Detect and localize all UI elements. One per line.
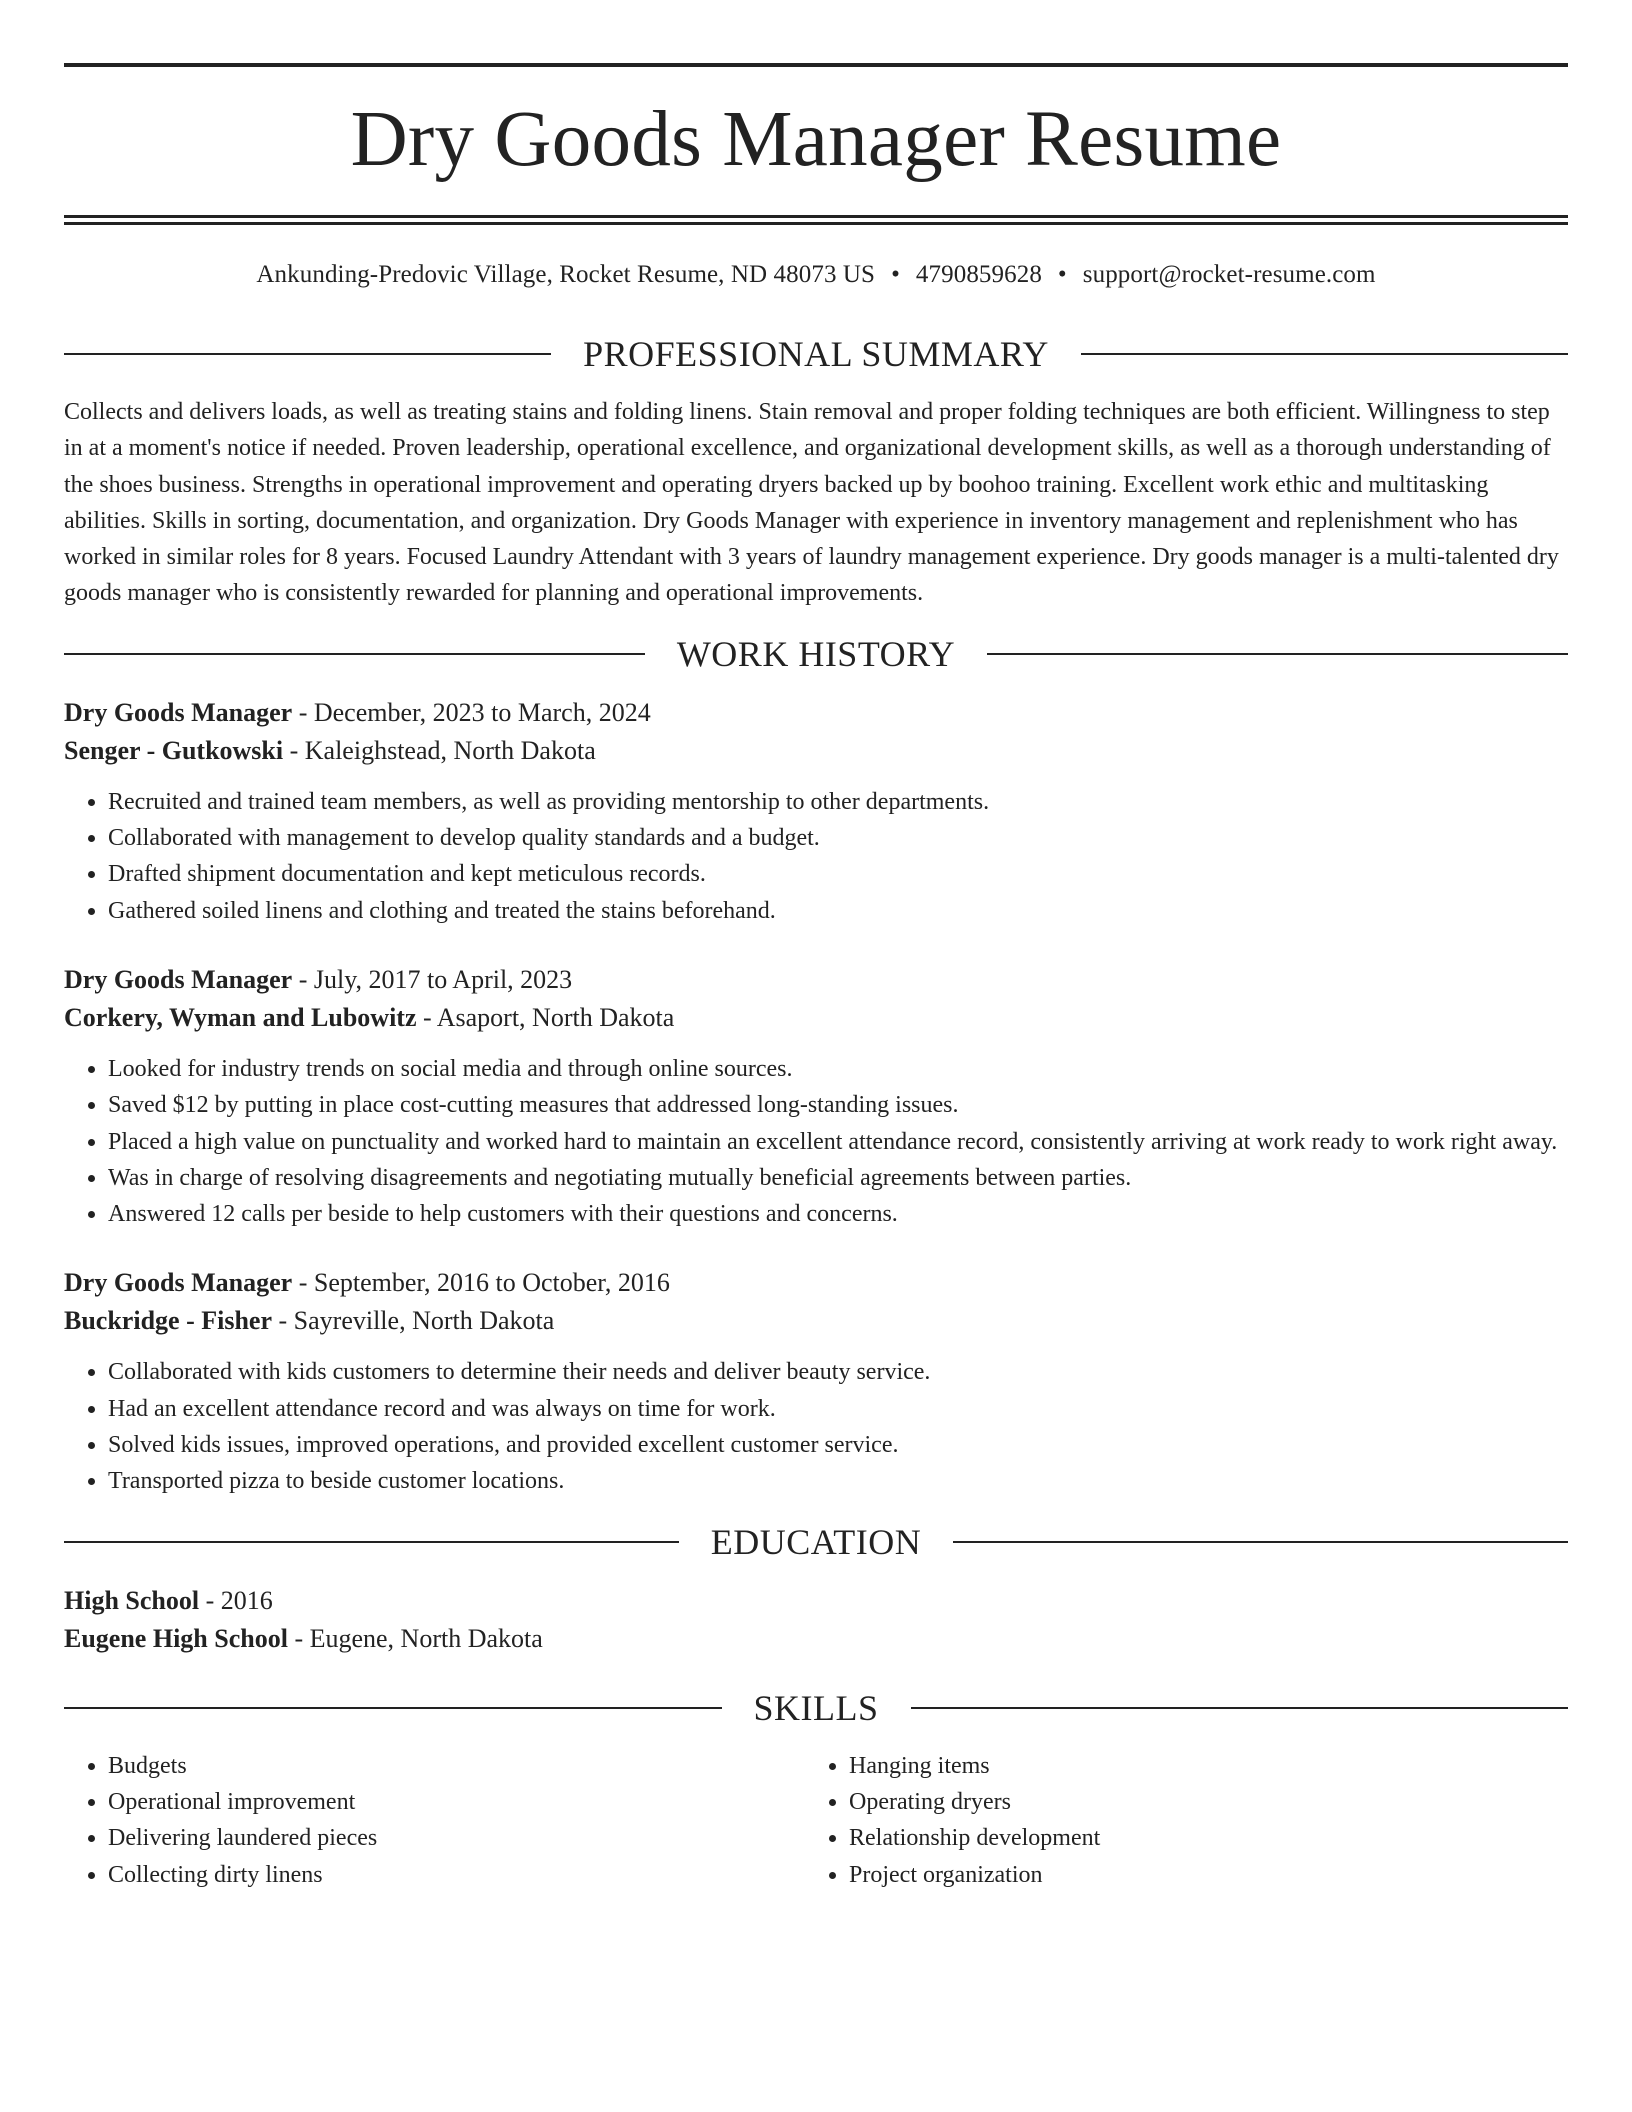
section-rule-left <box>64 1707 722 1709</box>
job-company-line <box>64 1302 1568 1340</box>
section-rule-left <box>64 653 645 655</box>
job-company: Senger - Gutkowski <box>64 735 284 765</box>
section-header-education <box>64 1520 1568 1564</box>
job-dates: - December, 2023 to March, 2024 <box>292 697 651 727</box>
job-bullets <box>64 1354 1568 1499</box>
contact-line <box>64 258 1568 292</box>
job-bullets <box>64 784 1568 929</box>
job-location: - Sayreville, North Dakota <box>272 1306 555 1336</box>
education-degree: High School <box>64 1585 200 1615</box>
skill-item: • Budgets <box>108 1748 805 1784</box>
list-item: • Transported pizza to beside customer locations. <box>108 1463 1568 1499</box>
skill-item: • Relationship development <box>849 1820 1568 1856</box>
job-company-line <box>64 999 1568 1037</box>
job-entry <box>64 694 1568 929</box>
contact-separator: • <box>891 261 900 288</box>
job-location: - Kaleighstead, North Dakota <box>283 735 596 765</box>
job-dates: - July, 2017 to April, 2023 <box>292 964 573 994</box>
section-rule-right <box>987 653 1568 655</box>
list-item: • Solved kids issues, improved operations, and provided excellent customer service. <box>108 1427 1568 1463</box>
list-item: • Placed a high value on punctuality and worked hard to maintain an excellent attendance record, consistently arriving at work ready to work right away. <box>108 1124 1568 1160</box>
job-company: Corkery, Wyman and Lubowitz <box>64 1002 417 1032</box>
list-item: • Gathered soiled linens and clothing and treated the stains beforehand. <box>108 893 1568 929</box>
skills-list-left <box>64 1748 805 1893</box>
section-rule-right <box>1081 353 1568 355</box>
section-rule-right <box>911 1707 1569 1709</box>
job-title: Dry Goods Manager <box>64 1268 293 1298</box>
contact-address: Ankunding-Predovic Village, Rocket Resume, ND 48073 US <box>256 261 876 288</box>
job-entry <box>64 1264 1568 1499</box>
education-degree-line <box>64 1582 1568 1620</box>
job-bullets <box>64 1051 1568 1232</box>
list-item: • Saved $12 by putting in place cost-cutting measures that addressed long-standing issues. <box>108 1087 1568 1123</box>
list-item: • Drafted shipment documentation and kept meticulous records. <box>108 856 1568 892</box>
section-header-work <box>64 632 1568 676</box>
section-rule-right <box>953 1541 1568 1543</box>
skill-item: • Operating dryers <box>849 1784 1568 1820</box>
education-entry <box>64 1582 1568 1658</box>
list-item: • Recruited and trained team members, as well as providing mentorship to other departments. <box>108 784 1568 820</box>
job-title: Dry Goods Manager <box>64 697 293 727</box>
job-entry <box>64 961 1568 1232</box>
skills-list-right <box>805 1748 1568 1893</box>
skills-columns <box>64 1748 1568 1893</box>
job-company-line <box>64 732 1568 770</box>
job-dates: - September, 2016 to October, 2016 <box>292 1268 670 1298</box>
list-item: • Was in charge of resolving disagreements and negotiating mutually beneficial agreements between parties. <box>108 1160 1568 1196</box>
list-item: • Had an excellent attendance record and was always on time for work. <box>108 1391 1568 1427</box>
job-title-line <box>64 1264 1568 1302</box>
section-title-education: EDUCATION <box>710 1521 922 1562</box>
job-location: - Asaport, North Dakota <box>416 1002 675 1032</box>
education-location: - Eugene, North Dakota <box>287 1623 543 1653</box>
list-item: • Collaborated with kids customers to determine their needs and deliver beauty service. <box>108 1354 1568 1390</box>
education-school: Eugene High School <box>64 1623 288 1653</box>
contact-phone: 4790859628 <box>915 261 1042 288</box>
contact-separator: • <box>1057 261 1067 288</box>
section-header-summary <box>64 332 1568 376</box>
skill-item: • Delivering laundered pieces <box>108 1820 805 1856</box>
summary-paragraph: Collects and delivers loads, as well as treating stains and folding linens. Stain removal and proper folding techniques are both efficient. Willingness to step in at a moment's notice if needed. Proven leadership, operational excellence, and organizational development skills, as well as a thorough understanding of the shoes business. Strengths in operational improvement and operating dryers backed up by boohoo training. Excellent work ethic and multitasking abilities. Skills in sorting, documentation, and organization. Dry Goods Manager with experience in inventory management and replenishment who has worked in similar roles for 8 years. Focused Laundry Attendant with 3 years of laundry management experience. Dry goods manager is a multi-talented dry goods manager who is consistently rewarded for planning and operational improvements. <box>64 399 1559 607</box>
list-item: • Collaborated with management to develop quality standards and a budget. <box>108 820 1568 856</box>
section-rule-left <box>64 353 551 355</box>
contact-email: support@rocket-resume.com <box>1082 261 1376 288</box>
section-title-summary: PROFESSIONAL SUMMARY <box>583 334 1049 374</box>
section-rule-left <box>64 1541 679 1543</box>
skill-item: • Hanging items <box>849 1748 1568 1784</box>
section-header-skills <box>64 1686 1568 1730</box>
skill-item: • Operational improvement <box>108 1784 805 1820</box>
skill-item: • Collecting dirty linens <box>108 1857 805 1893</box>
job-title-line <box>64 694 1568 732</box>
top-rule <box>64 63 1568 67</box>
section-title-work: WORK HISTORY <box>676 633 956 674</box>
list-item: • Looked for industry trends on social media and through online sources. <box>108 1051 1568 1087</box>
skill-item: • Project organization <box>849 1857 1568 1893</box>
education-year: - 2016 <box>199 1585 273 1615</box>
education-school-line <box>64 1620 1568 1658</box>
job-company: Buckridge - Fisher <box>64 1306 272 1336</box>
title-double-rule <box>64 215 1568 225</box>
list-item: • Answered 12 calls per beside to help customers with their questions and concerns. <box>108 1196 1568 1232</box>
job-title-line <box>64 961 1568 999</box>
section-title-skills: SKILLS <box>753 1687 879 1728</box>
job-title: Dry Goods Manager <box>64 964 293 994</box>
resume-title: Dry Goods Manager Resume <box>350 96 1282 183</box>
